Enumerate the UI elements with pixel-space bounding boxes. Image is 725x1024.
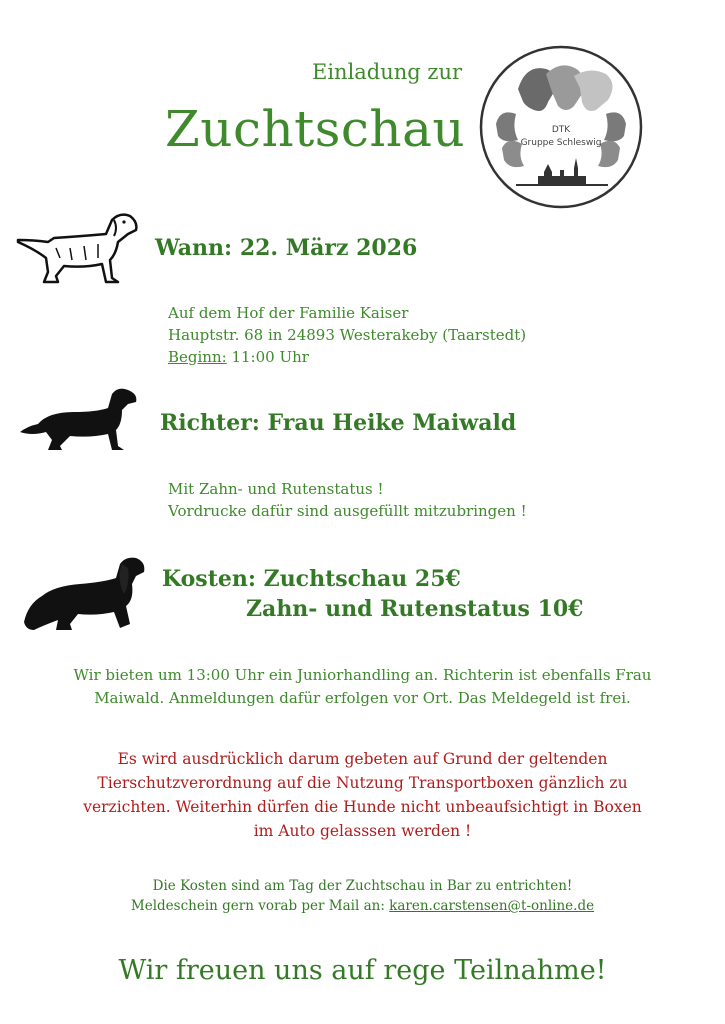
dtk-logo [478,44,644,210]
warning-line-2: Tierschutzverordnung auf die Nutzung Transportboxen gänzlich zu [97,774,628,792]
judge-heading: Richter: Frau Heike Maiwald [160,410,517,436]
costs-line-1: Kosten: Zuchtschau 25€ [162,566,461,592]
start-time-line [168,346,526,368]
smooth-dachshund-icon [18,386,140,454]
payment-note [40,876,685,916]
page-title: Zuchtschau [165,100,466,158]
address-line-2: Hauptstr. 68 in 24893 Westerakeby (Taarstedt) [168,326,527,344]
warning-line-3: verzichten. Weiterhin dürfen die Hunde nicht unbeaufsichtigt in Boxen [83,798,642,816]
warning-line-4: im Auto gelasssen werden ! [253,822,472,840]
location-block [168,302,526,368]
start-time: 11:00 Uhr [226,348,309,366]
wirehaired-dachshund-icon [14,210,140,288]
payment-line-2 [40,896,685,916]
when-heading: Wann: 22. März 2026 [155,235,418,261]
start-label: Beginn: [168,348,227,366]
payment-line-2-prefix: Meldeschein gern vorab per Mail an: [130,898,390,914]
payment-line-1: Die Kosten sind am Tag der Zuchtschau in Bar zu entrichten! [152,878,573,894]
status-note-line-1: Mit Zahn- und Rutenstatus ! [168,480,384,498]
address-line-1: Auf dem Hof der Familie Kaiser [168,304,409,322]
transport-box-warning [40,747,685,843]
warning-line-1: Es wird ausdrücklich darum gebeten auf Grund der geltenden [117,750,608,768]
junior-line-1: Wir bieten um 13:00 Uhr ein Juniorhandling an. Richterin ist ebenfalls Frau [73,666,652,684]
email-link[interactable]: karen.carstensen@t-online.de [389,898,595,914]
junior-handling-note [30,664,695,710]
status-note [168,478,527,522]
status-note-line-2: Vordrucke dafür sind ausgefüllt mitzubringen ! [168,502,527,520]
costs-line-2: Zahn- und Rutenstatus 10€ [246,596,584,622]
junior-line-2: Maiwald. Anmeldungen dafür erfolgen vor Ort. Das Meldegeld ist frei. [94,689,631,707]
invitation-line: Einladung zur [312,60,463,84]
longhaired-dachshund-icon [20,554,150,634]
logo-line2: Gruppe Schleswig [520,138,602,148]
logo-line1: DTK [551,125,571,135]
closing-line: Wir freuen uns auf rege Teilnahme! [118,955,607,986]
